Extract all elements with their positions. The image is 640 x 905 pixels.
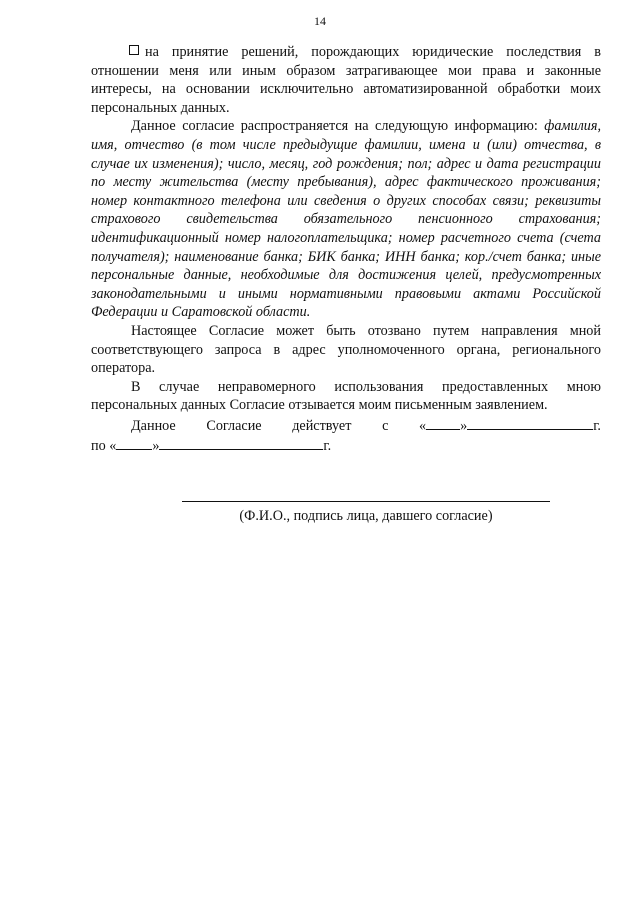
validity-to-row: [91, 435, 601, 456]
open-quote: «: [419, 417, 427, 434]
to-year-suffix: г.: [323, 438, 332, 455]
from-year-suffix: г.: [593, 417, 601, 434]
to-close-quote: »: [152, 438, 160, 455]
validity-word-3: действует: [292, 417, 352, 434]
paragraph-automated-decisions: [91, 43, 601, 117]
signature-caption: (Ф.И.О., подпись лица, давшего согласие): [239, 508, 493, 524]
document-body: [91, 43, 601, 456]
consent-scope-list: фамилия, имя, отчество (в том числе предыдущие фамилии, имена и (или) отчества, в случае их изменения); число, месяц, год рождения; пол; адрес и дата регистрации по месту жительства (месту пребывания), адрес фактического проживания; номер контактного телефона или сведения о других способах связи; реквизиты страхового свидетельства обязательного пенсионного страхования; идентификационный номер налогоплательщика; номер расчетного счета (счета получателя); наименование банка; БИК банка; ИНН банка; кор./счет банка; иные персональные данные, необходимые для достижения целей, предусмотренных законодательными и иными нормативными правовыми актами Российской Федерации и Саратовской области.: [91, 118, 601, 321]
close-quote: »: [460, 417, 468, 434]
paragraph-automated-decisions-text: на принятие решений, порождающих юридические последствия в отношении меня или иным образом затрагивающее мои права и законные интересы, на основании исключительно автоматизированной обработки моих персональных данных.: [91, 44, 601, 116]
checkbox-icon[interactable]: [129, 45, 139, 55]
from-day-blank[interactable]: [426, 415, 460, 430]
validity-from-row: [91, 415, 601, 436]
paragraph-revocation: Настоящее Согласие может быть отозвано путем направления мной соответствующего запроса в адрес уполномоченного органа, регионального оператора.: [91, 322, 601, 377]
validity-word-1: Данное: [131, 417, 176, 434]
from-date-field[interactable]: [419, 415, 601, 436]
page-number: 14: [314, 14, 326, 28]
validity-from: с: [382, 417, 389, 434]
from-month-year-blank[interactable]: [467, 415, 593, 430]
signature-line[interactable]: [182, 501, 550, 502]
to-month-year-blank[interactable]: [159, 435, 323, 450]
validity-word-2: Согласие: [206, 417, 262, 434]
consent-scope-lead: Данное согласие распространяется на следующую информацию:: [131, 118, 545, 135]
validity-to: по: [91, 438, 106, 455]
paragraph-consent-scope: [91, 117, 601, 322]
to-open-quote: «: [109, 438, 117, 455]
to-day-blank[interactable]: [116, 435, 152, 450]
paragraph-misuse: В случае неправомерного использования предоставленных мною персональных данных Согласие отзывается моим письменным заявлением.: [91, 378, 601, 414]
